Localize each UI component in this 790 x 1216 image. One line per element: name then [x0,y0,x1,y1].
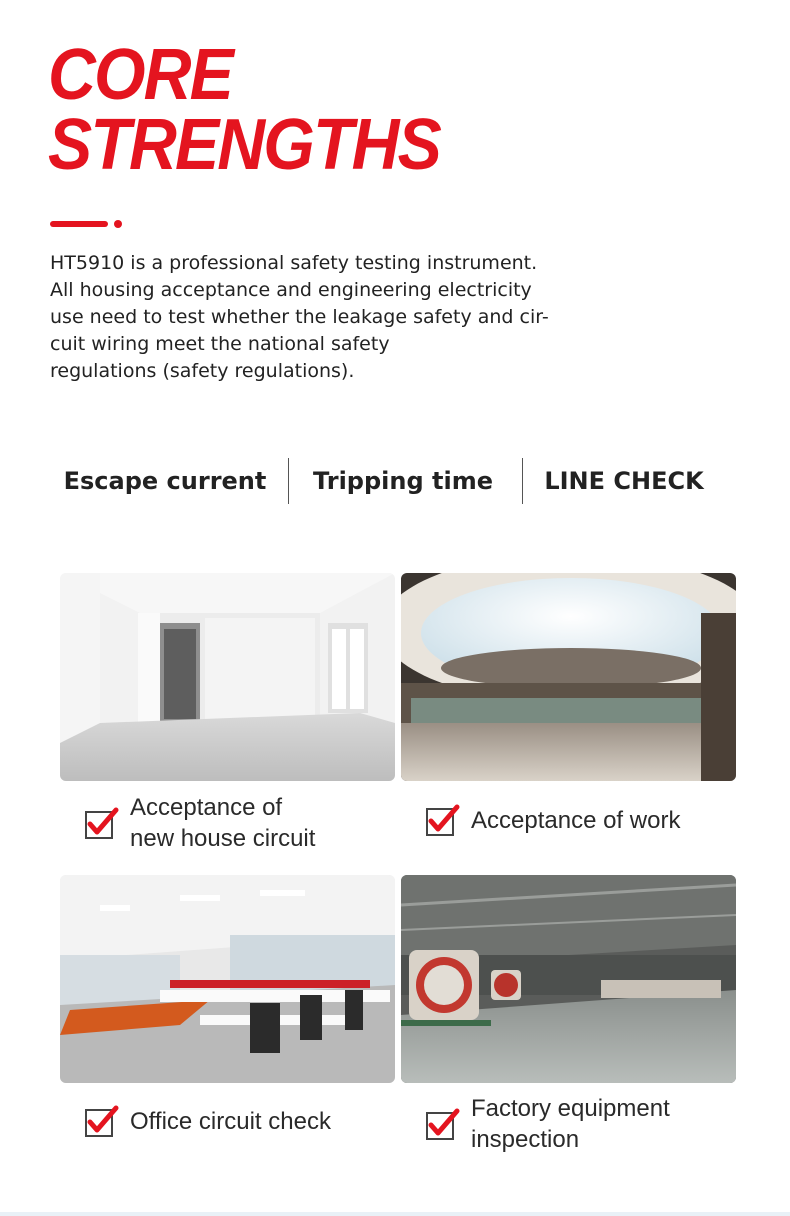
feature-tripping-time: Tripping time [313,467,493,495]
page-title [48,35,440,185]
caption-office [84,1103,331,1139]
title-line-1: CORE [48,35,233,115]
description-line: cuit wiring meet the national safety [50,333,390,355]
caption-line: Office circuit check [130,1107,331,1135]
feature-divider [288,458,289,504]
office-photo [60,875,395,1083]
description-line: use need to test whether the leakage safety and cir- [50,306,549,328]
empty-room-photo [60,573,395,781]
feature-row [0,458,790,504]
description-line: HT5910 is a professional safety testing instrument. [50,252,538,274]
feature-divider [522,458,523,504]
checkbox-checked-icon [84,1103,120,1139]
caption-line: new house circuit [130,825,316,852]
bottom-divider [0,1212,790,1216]
caption-line: Acceptance of [130,794,283,821]
checkbox-checked-icon [425,1106,461,1142]
caption-line: inspection [471,1126,580,1153]
caption-label [130,1106,331,1137]
feature-line-check: LINE CHECK [544,467,704,495]
caption-factory [425,1093,670,1155]
caption-work [425,802,680,838]
caption-label [471,805,680,836]
caption-new-house [84,792,315,854]
feature-escape-current: Escape current [63,467,267,495]
product-description [50,250,580,385]
accent-bar [50,221,108,227]
caption-line: Factory equipment [471,1095,670,1122]
caption-label [130,792,315,854]
accent-dot [114,220,122,228]
caption-label [471,1093,670,1155]
title-line-2: STRENGTHS [48,105,440,185]
description-line: All housing acceptance and engineering electricity [50,279,532,301]
description-line: regulations (safety regulations). [50,360,355,382]
checkbox-checked-icon [425,802,461,838]
checkbox-checked-icon [84,805,120,841]
caption-line: Acceptance of work [471,806,681,834]
atrium-photo [401,573,736,781]
factory-photo [401,875,736,1083]
